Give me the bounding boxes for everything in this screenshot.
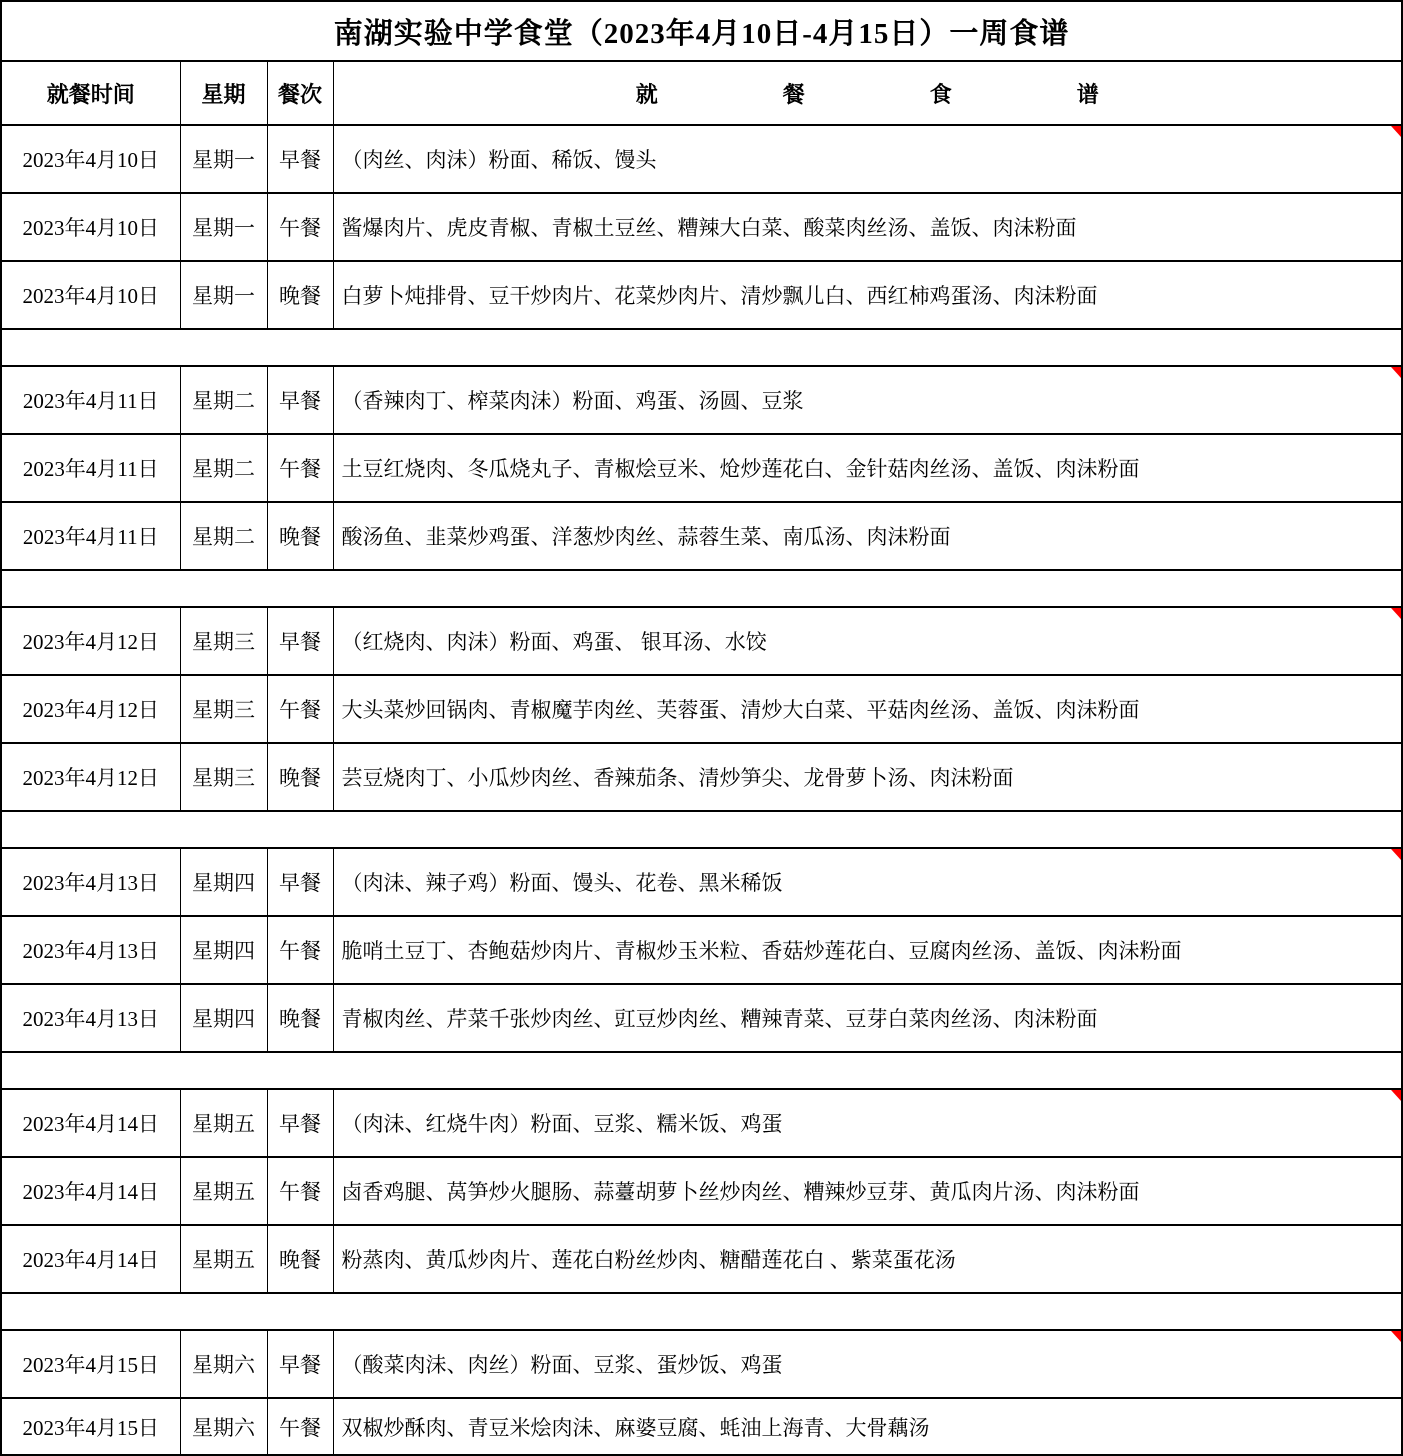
menu-cell <box>333 434 1402 502</box>
day-text: 星期三 <box>192 630 255 654</box>
menu-cell <box>333 848 1402 916</box>
date-cell <box>1 434 180 502</box>
day-text: 星期四 <box>192 1007 255 1031</box>
day-text: 星期五 <box>192 1248 255 1272</box>
date-cell <box>1 261 180 329</box>
day-text: 星期三 <box>192 698 255 722</box>
meal-text: 早餐 <box>279 148 321 172</box>
table-row <box>1 366 1402 434</box>
date-text: 2023年4月14日 <box>22 1248 159 1272</box>
menu-cell <box>333 984 1402 1052</box>
day-text: 星期四 <box>192 871 255 895</box>
date-cell <box>1 984 180 1052</box>
date-text: 2023年4月15日 <box>22 1415 159 1440</box>
day-cell <box>180 502 267 570</box>
day-text: 星期一 <box>192 216 255 240</box>
date-text: 2023年4月11日 <box>22 389 159 413</box>
menu-cell <box>333 366 1402 434</box>
meal-text: 晚餐 <box>279 1248 321 1272</box>
menu-cell <box>333 193 1402 261</box>
menu-cell <box>333 1398 1402 1455</box>
date-cell <box>1 675 180 743</box>
day-text: 星期六 <box>192 1353 255 1377</box>
date-cell <box>1 125 180 193</box>
day-cell <box>180 675 267 743</box>
meal-text: 早餐 <box>279 871 321 895</box>
menu-text: 脆哨土豆丁、杏鲍菇炒肉片、青椒炒玉米粒、香菇炒莲花白、豆腐肉丝汤、盖饭、肉沬粉面 <box>341 939 1182 963</box>
menu-text: 酸汤鱼、韭菜炒鸡蛋、洋葱炒肉丝、蒜蓉生菜、南瓜汤、肉沬粉面 <box>341 525 951 549</box>
meal-cell <box>267 984 333 1052</box>
date-cell <box>1 607 180 675</box>
day-cell <box>180 607 267 675</box>
date-text: 2023年4月12日 <box>22 766 159 790</box>
menu-cell <box>333 1225 1402 1293</box>
meal-text: 午餐 <box>279 939 321 963</box>
meal-cell <box>267 743 333 811</box>
day-cell <box>180 1398 267 1455</box>
comment-marker-icon <box>1391 849 1401 860</box>
title-row <box>1 1 1402 61</box>
table-row <box>1 848 1402 916</box>
day-text: 星期四 <box>192 939 255 963</box>
menu-cell <box>333 1330 1402 1398</box>
meal-text: 午餐 <box>279 698 321 722</box>
menu-cell <box>333 1089 1402 1157</box>
meal-cell <box>267 607 333 675</box>
date-text: 2023年4月10日 <box>22 284 159 308</box>
day-cell <box>180 434 267 502</box>
comment-marker-icon <box>1391 126 1401 137</box>
meal-text: 午餐 <box>279 1180 321 1204</box>
meal-cell <box>267 193 333 261</box>
day-cell <box>180 261 267 329</box>
date-cell <box>1 743 180 811</box>
menu-header-char: 就 <box>635 81 658 107</box>
day-text: 星期一 <box>192 284 255 308</box>
meal-cell <box>267 366 333 434</box>
day-cell <box>180 366 267 434</box>
date-text: 2023年4月12日 <box>22 698 159 722</box>
date-text: 2023年4月15日 <box>22 1353 159 1377</box>
comment-marker-icon <box>1391 1090 1401 1101</box>
menu-text: （红烧肉、肉沬）粉面、鸡蛋、 银耳汤、水饺 <box>341 630 767 654</box>
meal-text: 晚餐 <box>279 1007 321 1031</box>
table-row <box>1 502 1402 570</box>
meal-text: 晚餐 <box>279 525 321 549</box>
menu-text: 芸豆烧肉丁、小瓜炒肉丝、香辣茄条、清炒笋尖、龙骨萝卜汤、肉沬粉面 <box>341 766 1014 790</box>
meal-text: 早餐 <box>279 1112 321 1136</box>
table-row <box>1 193 1402 261</box>
menu-cell <box>333 743 1402 811</box>
separator-row <box>1 1293 1402 1330</box>
menu-text: （肉沬、辣子鸡）粉面、馒头、花卷、黑米稀饭 <box>341 871 783 895</box>
table-row <box>1 261 1402 329</box>
date-cell <box>1 1330 180 1398</box>
table-row <box>1 1330 1402 1398</box>
day-cell <box>180 984 267 1052</box>
day-cell <box>180 1157 267 1225</box>
meal-cell <box>267 502 333 570</box>
menu-text: 粉蒸肉、黄瓜炒肉片、莲花白粉丝炒肉、糖醋莲花白 、紫菜蛋花汤 <box>341 1248 956 1272</box>
comment-marker-icon <box>1391 1331 1401 1342</box>
date-cell <box>1 502 180 570</box>
column-header-menu <box>333 61 1402 125</box>
date-text: 2023年4月13日 <box>22 1007 159 1031</box>
meal-cell <box>267 125 333 193</box>
meal-text: 早餐 <box>279 630 321 654</box>
column-header-time: 就餐时间 <box>1 61 180 125</box>
meal-cell <box>267 261 333 329</box>
meal-text: 午餐 <box>279 216 321 240</box>
day-cell <box>180 1330 267 1398</box>
date-text: 2023年4月11日 <box>22 457 159 481</box>
meal-cell <box>267 434 333 502</box>
date-text: 2023年4月14日 <box>22 1112 159 1136</box>
table-row <box>1 607 1402 675</box>
meal-text: 早餐 <box>279 1353 321 1377</box>
separator-row <box>1 811 1402 848</box>
table-row <box>1 916 1402 984</box>
menu-text: （肉沬、红烧牛肉）粉面、豆浆、糯米饭、鸡蛋 <box>341 1112 783 1136</box>
date-text: 2023年4月13日 <box>22 871 159 895</box>
date-text: 2023年4月14日 <box>22 1180 159 1204</box>
date-cell <box>1 848 180 916</box>
day-cell <box>180 193 267 261</box>
day-text: 星期六 <box>192 1415 255 1440</box>
menu-text: 酱爆肉片、虎皮青椒、青椒土豆丝、糟辣大白菜、酸菜肉丝汤、盖饭、肉沬粉面 <box>341 216 1077 240</box>
date-cell <box>1 366 180 434</box>
menu-cell <box>333 502 1402 570</box>
day-text: 星期五 <box>192 1112 255 1136</box>
menu-header-char: 餐 <box>782 81 805 107</box>
meal-cell <box>267 848 333 916</box>
menu-header-char: 谱 <box>1076 81 1099 107</box>
date-cell <box>1 916 180 984</box>
date-text: 2023年4月11日 <box>22 525 159 549</box>
menu-cell <box>333 607 1402 675</box>
day-text: 星期一 <box>192 148 255 172</box>
meal-text: 午餐 <box>279 1415 321 1440</box>
menu-text: 土豆红烧肉、冬瓜烧丸子、青椒烩豆米、炝炒莲花白、金针菇肉丝汤、盖饭、肉沬粉面 <box>341 457 1140 481</box>
menu-cell <box>333 916 1402 984</box>
day-cell <box>180 1225 267 1293</box>
meal-cell <box>267 1330 333 1398</box>
menu-text: 卤香鸡腿、莴笋炒火腿肠、蒜薹胡萝卜丝炒肉丝、糟辣炒豆芽、黄瓜肉片汤、肉沬粉面 <box>341 1180 1140 1204</box>
menu-cell <box>333 675 1402 743</box>
column-header-meal: 餐次 <box>267 61 333 125</box>
meal-cell <box>267 675 333 743</box>
menu-text: 白萝卜炖排骨、豆干炒肉片、花菜炒肉片、清炒飘儿白、西红柿鸡蛋汤、肉沬粉面 <box>341 284 1098 308</box>
menu-text: 大头菜炒回锅肉、青椒魔芋肉丝、芙蓉蛋、清炒大白菜、平菇肉丝汤、盖饭、肉沬粉面 <box>341 698 1140 722</box>
day-text: 星期三 <box>192 766 255 790</box>
date-text: 2023年4月13日 <box>22 939 159 963</box>
menu-header-char: 食 <box>929 81 952 107</box>
meal-cell <box>267 1225 333 1293</box>
table-row <box>1 1089 1402 1157</box>
day-cell <box>180 848 267 916</box>
date-cell <box>1 1225 180 1293</box>
page-title: 南湖实验中学食堂（2023年4月10日-4月15日）一周食谱 <box>1 1 1402 61</box>
menu-cell <box>333 125 1402 193</box>
table-row <box>1 434 1402 502</box>
menu-text: 双椒炒酥肉、青豆米烩肉沬、麻婆豆腐、蚝油上海青、大骨藕汤 <box>341 1415 930 1440</box>
separator-row <box>1 570 1402 607</box>
comment-marker-icon <box>1391 367 1401 378</box>
table-row <box>1 1157 1402 1225</box>
day-text: 星期二 <box>192 389 255 413</box>
table-row <box>1 675 1402 743</box>
table-row <box>1 125 1402 193</box>
menu-cell <box>333 261 1402 329</box>
meal-cell <box>267 1089 333 1157</box>
meal-text: 早餐 <box>279 389 321 413</box>
date-cell <box>1 1157 180 1225</box>
menu-text: （香辣肉丁、榨菜肉沬）粉面、鸡蛋、汤圆、豆浆 <box>341 389 804 413</box>
separator-row <box>1 329 1402 366</box>
separator-row <box>1 1052 1402 1089</box>
day-text: 星期二 <box>192 525 255 549</box>
table-row <box>1 984 1402 1052</box>
menu-text: （肉丝、肉沬）粉面、稀饭、馒头 <box>341 148 657 172</box>
day-cell <box>180 1089 267 1157</box>
menu-text: （酸菜肉沬、肉丝）粉面、豆浆、蛋炒饭、鸡蛋 <box>341 1353 783 1377</box>
date-text: 2023年4月10日 <box>22 216 159 240</box>
meal-text: 晚餐 <box>279 284 321 308</box>
date-cell <box>1 1398 180 1455</box>
day-cell <box>180 125 267 193</box>
table-row <box>1 743 1402 811</box>
table-row <box>1 1225 1402 1293</box>
meal-cell <box>267 1398 333 1455</box>
date-text: 2023年4月12日 <box>22 630 159 654</box>
day-text: 星期二 <box>192 457 255 481</box>
table-row <box>1 1398 1402 1455</box>
menu-text: 青椒肉丝、芹菜千张炒肉丝、豇豆炒肉丝、糟辣青菜、豆芽白菜肉丝汤、肉沬粉面 <box>341 1007 1098 1031</box>
comment-marker-icon <box>1391 608 1401 619</box>
menu-cell <box>333 1157 1402 1225</box>
day-text: 星期五 <box>192 1180 255 1204</box>
date-text: 2023年4月10日 <box>22 148 159 172</box>
date-cell <box>1 1089 180 1157</box>
column-header-day: 星期 <box>180 61 267 125</box>
meal-text: 晚餐 <box>279 766 321 790</box>
day-cell <box>180 916 267 984</box>
date-cell <box>1 193 180 261</box>
day-cell <box>180 743 267 811</box>
meal-cell <box>267 916 333 984</box>
header-row <box>1 61 1402 125</box>
meal-cell <box>267 1157 333 1225</box>
meal-text: 午餐 <box>279 457 321 481</box>
